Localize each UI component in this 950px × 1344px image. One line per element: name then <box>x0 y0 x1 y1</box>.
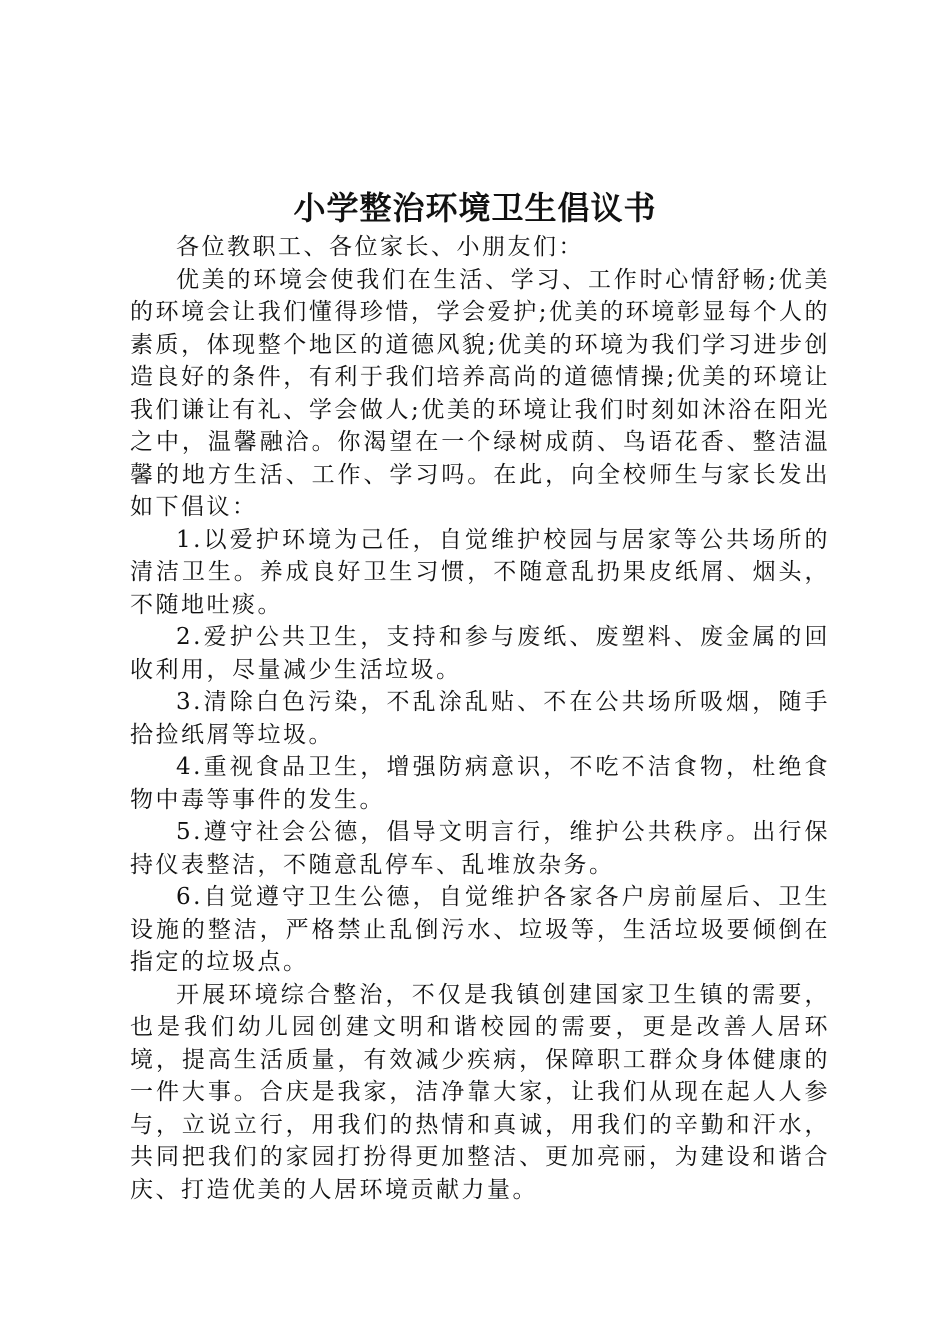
proposal-item-1: 1.以爱护环境为己任，自觉维护校园与居家等公共场所的清洁卫生。养成良好卫生习惯，不随意乱扔果皮纸屑、烟头，不随地吐痰。 <box>130 526 830 618</box>
proposal-item-2: 2.爱护公共卫生，支持和参与废纸、废塑料、废金属的回收利用，尽量减少生活垃圾。 <box>130 624 830 683</box>
proposal-item-3: 3.清除白色污染，不乱涂乱贴、不在公共场所吸烟，随手拾捡纸屑等垃圾。 <box>130 689 830 748</box>
document-title: 小学整治环境卫生倡议书 <box>293 189 657 227</box>
proposal-item-6: 6.自觉遵守卫生公德，自觉维护各家各户房前屋后、卫生设施的整洁，严格禁止乱倒污水、垃圾等，生活垃圾要倾倒在指定的垃圾点。 <box>130 884 830 975</box>
closing-paragraph: 开展环境综合整治，不仅是我镇创建国家卫生镇的需要，也是我们幼儿园创建文明和谐校园的需要，更是改善人居环境，提高生活质量，有效减少疾病，保障职工群众身体健康的一件大事。合庆是我家，洁净靠大家，让我们从现在起人人参与，立说立行，用我们的热情和真诚，用我们的辛勤和汗水，共同把我们的家园打扮得更加整洁、更加亮丽，为建设和谐合庆、打造优美的人居环境贡献力量。 <box>130 981 830 1203</box>
document-body <box>130 231 830 1206</box>
intro-paragraph: 优美的环境会使我们在生活、学习、工作时心情舒畅;优美的环境会让我们懂得珍惜，学会爱护;优美的环境彰显每个人的素质，体现整个地区的道德风貌;优美的环境为我们学习进步创造良好的条件，有利于我们培养高尚的道德情操;优美的环境让我们谦让有礼、学会做人;优美的环境让我们时刻如沐浴在阳光之中，温馨融洽。你渴望在一个绿树成荫、鸟语花香、整洁温馨的地方生活、工作、学习吗。在此，向全校师生与家长发出如下倡议： <box>130 266 830 520</box>
proposal-item-5: 5.遵守社会公德，倡导文明言行，维护公共秩序。出行保持仪表整洁，不随意乱停车、乱堆放杂务。 <box>130 819 830 878</box>
proposal-item-4: 4.重视食品卫生，增强防病意识，不吃不洁食物，杜绝食物中毒等事件的发生。 <box>130 754 830 813</box>
salutation: 各位教职工、各位家长、小朋友们： <box>176 234 584 260</box>
